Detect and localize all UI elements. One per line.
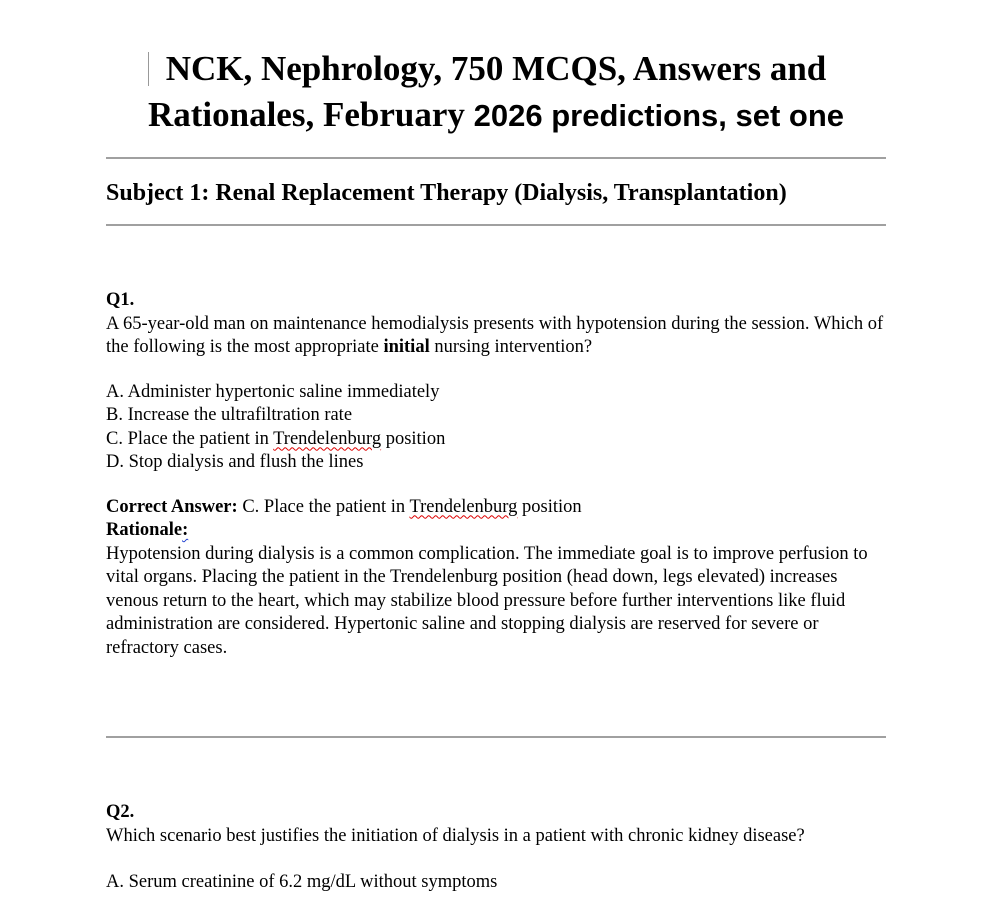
title-line-1: NCK, Nephrology, 750 MCQS, Answers and [165, 49, 827, 88]
question-2 [106, 801, 896, 895]
correct-answer-text: C. Place the patient in [237, 496, 410, 517]
correct-answer [106, 496, 896, 520]
option-d: D. Stop dialysis and flush the lines [106, 452, 364, 472]
title-line-2 [106, 92, 886, 139]
option-b: B. Increase the ultrafiltration rate [106, 405, 353, 425]
question-stem [106, 313, 886, 360]
spellcheck-flagged-word[interactable]: Trendelenburg [273, 428, 382, 449]
question-stem: Which scenario best justifies the initiation of dialysis in a patient with chronic kidney disease? [106, 825, 805, 846]
stem-text: nursing intervention? [429, 337, 593, 357]
question-1 [106, 289, 896, 660]
question-label: Q2. [106, 802, 135, 822]
option-c [106, 428, 896, 452]
question-label: Q1. [106, 290, 135, 310]
horizontal-rule [106, 157, 886, 159]
stem-text: A 65-year-old man on maintenance hemodialysis presents with hypotension during the session. Which of the following is the most appropriate [106, 313, 884, 357]
rationale-text: Hypotension during dialysis is a common complication. The immediate goal is to improve perfusion to vital organs. Placing the patient in the Trendelenburg position (head down, legs elevated) increases venous return to the heart, which may stabilize blood pressure before further interventions like fluid administration are considered. Hypertonic saline and stopping dialysis are reserved for severe or refractory cases. [106, 543, 868, 658]
document-title [106, 46, 886, 139]
title-line-2-serif: Rationales, February [147, 95, 465, 134]
horizontal-rule [106, 736, 886, 738]
rationale-label [106, 519, 896, 543]
subject-heading: Subject 1: Renal Replacement Therapy (Dialysis, Transplantation) [106, 180, 787, 206]
option-text: position [381, 428, 446, 449]
option-a: A. Serum creatinine of 6.2 mg/dL without symptoms [106, 872, 498, 892]
correct-answer-text: position [517, 496, 582, 517]
spellcheck-flagged-word[interactable]: Trendelenburg [409, 496, 518, 517]
title-line-2-sans: 2026 predictions, set one [473, 98, 845, 133]
stem-emphasis: initial [383, 337, 430, 357]
grammar-flag[interactable]: : [182, 520, 189, 540]
option-a: A. Administer hypertonic saline immediately [106, 381, 440, 402]
option-text: C. Place the patient in [106, 428, 274, 449]
correct-answer-label: Correct Answer: [106, 496, 238, 517]
horizontal-rule [106, 224, 886, 226]
rationale-label-text: Rationale [106, 520, 183, 540]
